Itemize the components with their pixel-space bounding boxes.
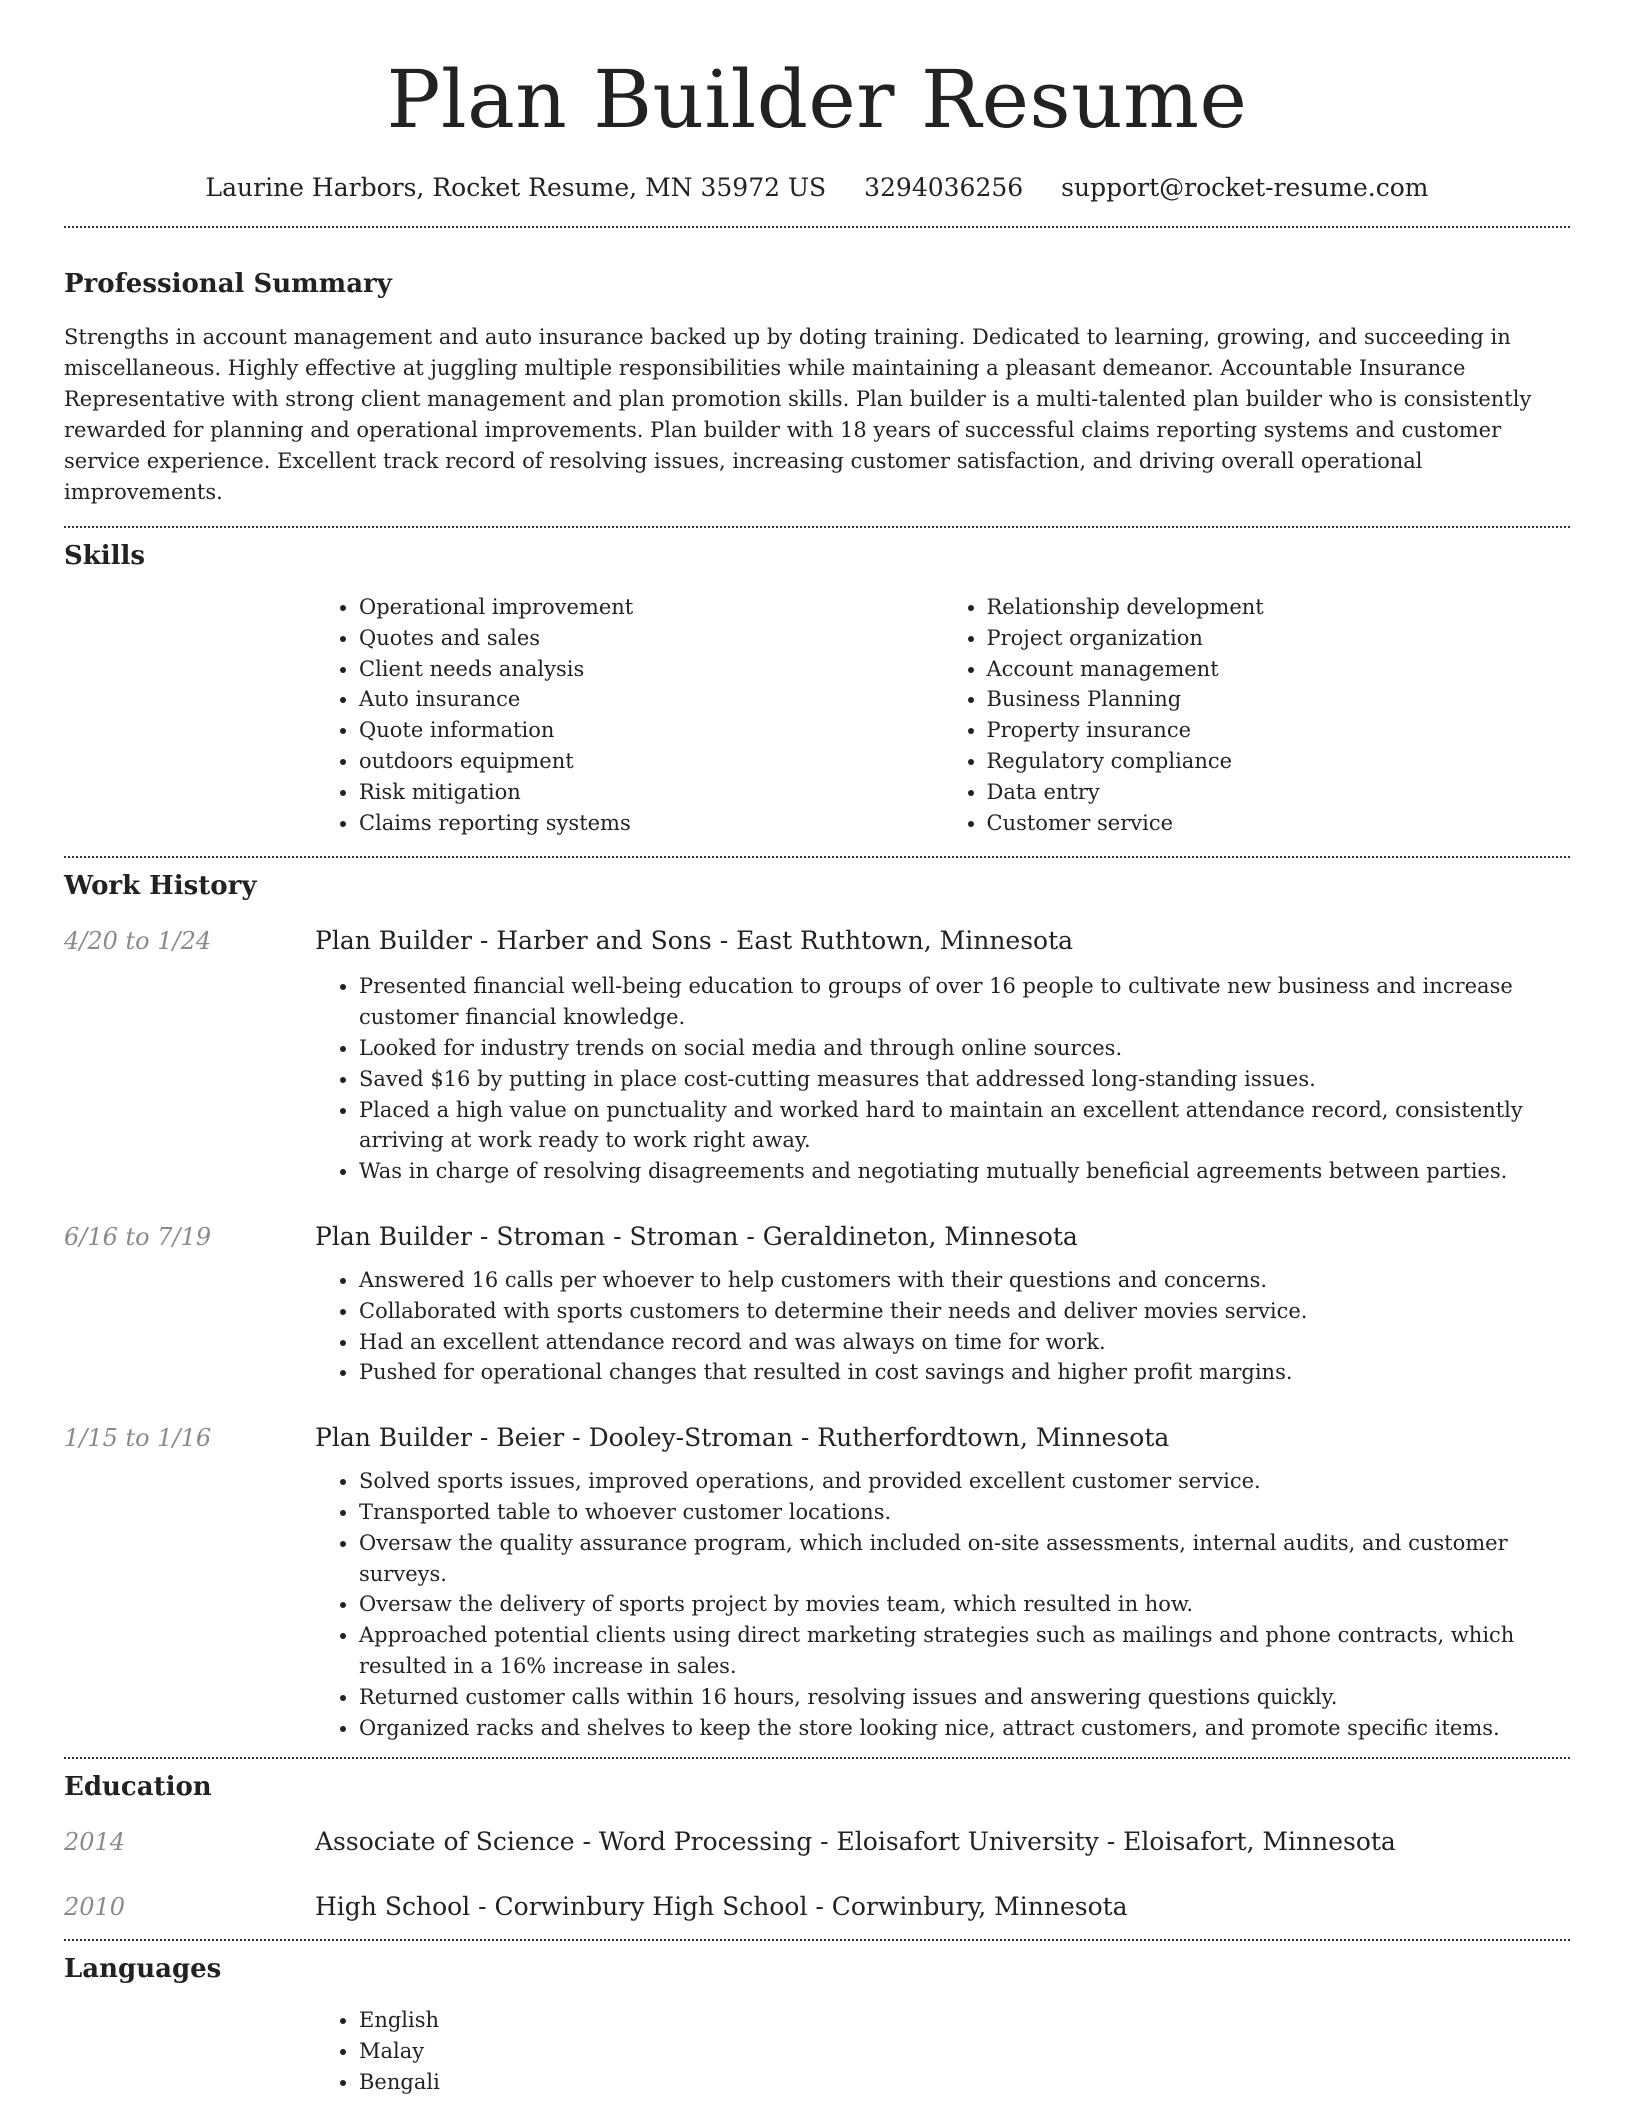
skill-item: • Relationship development [987,592,1571,623]
job-entry [64,1222,1570,1388]
skills-heading: Skills [64,541,146,571]
skill-item: • Operational improvement [359,592,943,623]
job-bullet: • Organized racks and shelves to keep the store looking nice, attract customers, and promote specific items. [359,1713,1570,1744]
contact-email: support@rocket-resume.com [1061,173,1429,202]
skill-item: • Auto insurance [359,684,943,715]
education-heading: Education [64,1772,212,1803]
job-title: Plan Builder - Harber and Sons - East Ruthtown, Minnesota [315,926,1074,956]
education-entry [64,1827,1570,1856]
work-heading: Work History [64,871,257,902]
skill-item: • Risk mitigation [359,777,943,808]
skill-item: • Customer service [987,808,1571,839]
contact-address: Laurine Harbors, Rocket Resume, MN 35972 US [205,173,827,202]
job-bullet: • Answered 16 calls per whoever to help customers with their questions and concerns. [359,1265,1570,1296]
education-entry [64,1892,1570,1921]
job-bullet: • Transported table to whoever customer locations. [359,1497,1570,1528]
job-header [64,1423,1570,1452]
job-title: Plan Builder - Beier - Dooley-Stroman - Rutherfordtown, Minnesota [315,1423,1170,1453]
job-entry [64,1423,1570,1743]
contact-phone: 3294036256 [864,173,1024,202]
languages-heading: Languages [64,1954,222,1985]
job-bullet: • Approached potential clients using direct marketing strategies such as mailings and phone contracts, which resulted in a 16% increase in sales. [359,1620,1570,1682]
skills-columns [315,592,1570,838]
job-title: Plan Builder - Stroman - Stroman - Geraldineton, Minnesota [315,1221,1078,1251]
skill-item: • Data entry [987,777,1571,808]
education-degree: High School - Corwinbury High School - Corwinbury, Minnesota [315,1892,1128,1922]
job-dates: 1/15 to 1/16 [64,1424,212,1453]
languages-section [64,1941,1570,2097]
job-header [64,1222,1570,1251]
skill-item: • outdoors equipment [359,746,943,777]
skill-item: • Regulatory compliance [987,746,1571,777]
language-item: • English [359,2005,1570,2036]
job-bullet: • Solved sports issues, improved operations, and provided excellent customer service. [359,1466,1570,1497]
job-bullet: • Collaborated with sports customers to determine their needs and deliver movies service. [359,1296,1570,1327]
skill-item: • Business Planning [987,684,1571,715]
education-year: 2010 [64,1893,126,1922]
job-dates: 4/20 to 1/24 [64,927,212,956]
summary-section [64,228,1570,508]
work-section [64,858,1570,1743]
job-bullet: • Oversaw the delivery of sports project by movies team, which resulted in how. [359,1589,1570,1620]
summary-heading: Professional Summary [64,269,392,299]
skills-list-right [943,592,1571,838]
job-bullet: • Oversaw the quality assurance program, which included on-site assessments, internal audits, and customer surveys. [359,1528,1570,1590]
job-entry [64,926,1570,1187]
education-degree: Associate of Science - Word Processing - Eloisafort University - Eloisafort, Minnesota [315,1827,1396,1857]
skill-item: • Project organization [987,623,1571,654]
contact-line [64,172,1570,204]
education-section [64,1759,1570,1921]
job-bullet: • Saved $16 by putting in place cost-cutting measures that addressed long-standing issues. [359,1064,1570,1095]
language-item: • Malay [359,2036,1570,2067]
job-bullet: • Pushed for operational changes that resulted in cost savings and higher profit margins. [359,1357,1570,1388]
skill-item: • Account management [987,654,1571,685]
languages-list [315,2005,1570,2097]
resume-page [64,0,1570,2098]
skill-item: • Client needs analysis [359,654,943,685]
summary-text: Strengths in account management and auto insurance backed up by doting training. Dedicated to learning, growing, and succeeding in miscellaneous. Highly effective at juggling multiple responsibilities while maintaining a pleasant demeanor. Accountable Insurance Representative with strong client management and plan promotion skills. Plan builder is a multi-talented plan builder who is consistently rewarded for planning and operational improvements. Plan builder with 18 years of successful claims reporting systems and customer service experience. Excellent track record of resolving issues, increasing customer satisfaction, and driving overall operational improvements. [64,325,1532,504]
language-item: • Bengali [359,2067,1570,2098]
job-bullets [315,1265,1570,1388]
skills-list-left [315,592,943,838]
education-year: 2014 [64,1828,126,1857]
job-dates: 6/16 to 7/19 [64,1222,212,1251]
skill-item: • Claims reporting systems [359,808,943,839]
job-bullet: • Presented financial well-being education to groups of over 16 people to cultivate new business and increase customer financial knowledge. [359,971,1570,1033]
resume-title: Plan Builder Resume [386,53,1248,146]
skill-item: • Quote information [359,715,943,746]
job-bullet: • Was in charge of resolving disagreements and negotiating mutually beneficial agreements between parties. [359,1156,1570,1187]
job-header [64,926,1570,955]
skill-item: • Property insurance [987,715,1571,746]
job-bullets [315,971,1570,1187]
job-bullet: • Placed a high value on punctuality and worked hard to maintain an excellent attendance record, consistently arriving at work ready to work right away. [359,1095,1570,1157]
job-bullet: • Looked for industry trends on social media and through online sources. [359,1033,1570,1064]
job-bullet: • Returned customer calls within 16 hours, resolving issues and answering questions quickly. [359,1682,1570,1713]
job-bullet: • Had an excellent attendance record and was always on time for work. [359,1327,1570,1358]
job-bullets [315,1466,1570,1743]
skills-section [64,528,1570,838]
skill-item: • Quotes and sales [359,623,943,654]
